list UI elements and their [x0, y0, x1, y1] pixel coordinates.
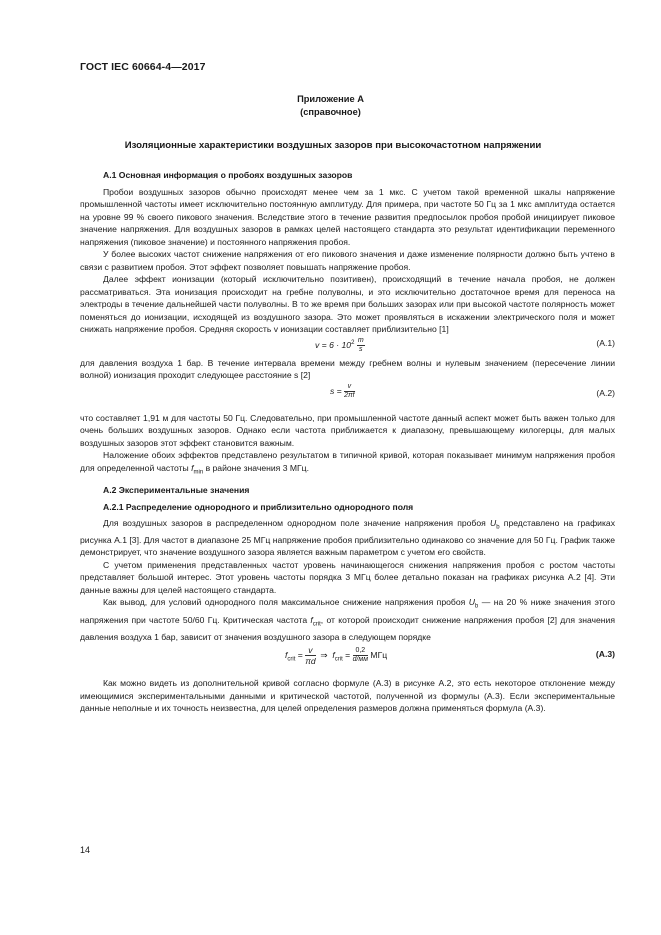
formula-lhs: v = 6 · 10 — [315, 339, 352, 350]
formula-lhs: s = — [330, 385, 342, 396]
implies-arrow: ⇒ — [320, 650, 328, 661]
formula-fraction: $\frac{v}{\pi d}$ — [305, 645, 316, 667]
paragraph: что составляет 1,91 м для частоты 50 Гц. Следовательно, при промышленной частоте данный аспект может быть важен только для очень больших воздушных зазоров. Однако если частота приближается к диапазону, превышающему килогерцы, для малых воздушных зазоров этот эффект становится важным. — [80, 412, 615, 448]
page-title: Изоляционные характеристики воздушных зазоров при высокочастотном напряжении — [124, 140, 542, 151]
paragraph: Наложение обоих эффектов представлено результатом в типичной кривой, которая показывает минимум напряжения пробоя для определенной частоты $f_{min}$ в районе значения 3 МГц. — [80, 450, 615, 476]
formula-unit: МГц — [370, 650, 388, 661]
formula-fraction: $\frac{0,2}{d/мм}$ — [352, 647, 369, 664]
annex-type: (справочное) — [300, 107, 361, 117]
formula-label: (А.2) — [596, 387, 615, 398]
paragraph: для давления воздуха 1 бар. В течение интервала времени между гребнем волны и нулевым значением (пересечение линии волной) ионизация проходит следующее расстояние s [2] — [80, 357, 615, 380]
formula-fraction: $\frac{v}{2\pi f}$ — [344, 382, 355, 399]
annex-title: Приложение А — [297, 94, 364, 104]
annex-heading — [0, 93, 661, 119]
section-heading-a2: А.2 Экспериментальные значения — [103, 484, 250, 495]
formula-a1 — [80, 337, 615, 351]
formula-label: (А.1) — [596, 337, 615, 348]
paragraph: Как вывод, для условий однородного поля максимальное снижение напряжения пробоя $U_b$ — на 20 % ниже значения этого напряжения при частоте 50/60 Гц. Критическая частота $f_{crit}$, от которой происходит снижение напряжения пробоя [2] для значения давления воздуха 1 бар, зависит от значения воздушного зазора в следующем порядке — [80, 597, 615, 642]
formula-label: (А.3) — [595, 649, 615, 660]
formula-a3: $f_{crit}$ = $\frac{v}{\pi d}$ ⇒ $f_{crit}$ = $\frac{0,2}{d/мм}$ МГц (А.3) — [285, 645, 615, 667]
document-header: ГОСТ IEC 60664-4—2017 — [80, 61, 206, 73]
section-heading-a21: А.2.1 Распределение однородного и приблизительно однородного поля — [103, 502, 414, 513]
paragraph: С учетом применения представленных частот уровень начинающегося снижения напряжения пробоя с ростом частоты представляет большой интерес. Этот уровень частоты порядка 3 МГц более детально показан на графиках рисунка А.2 [4]. Эти данные важны для целей настоящего стандарта. — [80, 559, 615, 595]
main-content — [80, 169, 615, 715]
paragraph: У более высоких частот снижение напряжения от его пикового значения и даже изменение полярности должно быть учтено в связи с развитием пробоя. Этот эффект позволяет повышать напряжение пробоя. — [80, 249, 615, 272]
paragraph: Как можно видеть из дополнительной кривой согласно формуле (А.3) в рисунке А.2, это есть некоторое отклонение между имеющимися экспериментальными данными и критической частотой, полученной из формулы (А.3). Если экспериментальные данные неполные и их точность неизвестна, для целей определения размеров должна применяться формула (А.3). — [80, 678, 615, 714]
formula-exponent: 2 — [351, 339, 355, 346]
paragraph: Далее эффект ионизации (который исключительно позитивен), происходящий в течение начала пробоя, не должен рассматриваться. Эта ионизация происходит на гребне полуволны, и это исключительно достаточное время для переноса на электроды в течение дальнейшей части полуволны. В то же время при больших зазорах или при высокой частоте полярность может поменяться до ионизации, исходящей из воздушного зазора. Это может проявляться в искажении электрического поля и может снижать напряжение пробоя. Средняя скорость v ионизации составляет приблизительно [1] — [80, 274, 615, 334]
formula-fraction: $\frac{m}{s}$ — [357, 336, 364, 353]
paragraph: Для воздушных зазоров в распределенном однородном поле значение напряжения пробоя $U_b$ представлено на графиках рисунка А.1 [3]. Для частот в диапазоне 25 МГц напряжение пробоя приблизительно одинаково со значение для 50 Гц. График также демонстрирует, что значение воздушного зазора является важным параметром с учетом его свойств. — [80, 517, 615, 558]
section-heading-a1: А.1 Основная информация о пробоях воздушных зазоров — [103, 170, 353, 180]
paragraph: Пробои воздушных зазоров обычно происходят менее чем за 1 мкс. С учетом такой временной шкалы напряжение промышленной частоты имеет исключительно постоянную амплитуду. Для примера, при частоте 50 Гц за 1 мкс амплитуда остается на уровне 99 % своего пикового значения. Вследствие этого в течение развития предпосылок пробоя пробой инициирует пиковое значение напряжения. Для воздушных зазоров в рамках целей настоящего стандарта это результат идентификации переменного напряжения (пиковое значение) и постоянного напряжения пробоя. — [80, 186, 615, 247]
page-number: 14 — [80, 845, 91, 855]
formula-a2 — [80, 383, 615, 407]
